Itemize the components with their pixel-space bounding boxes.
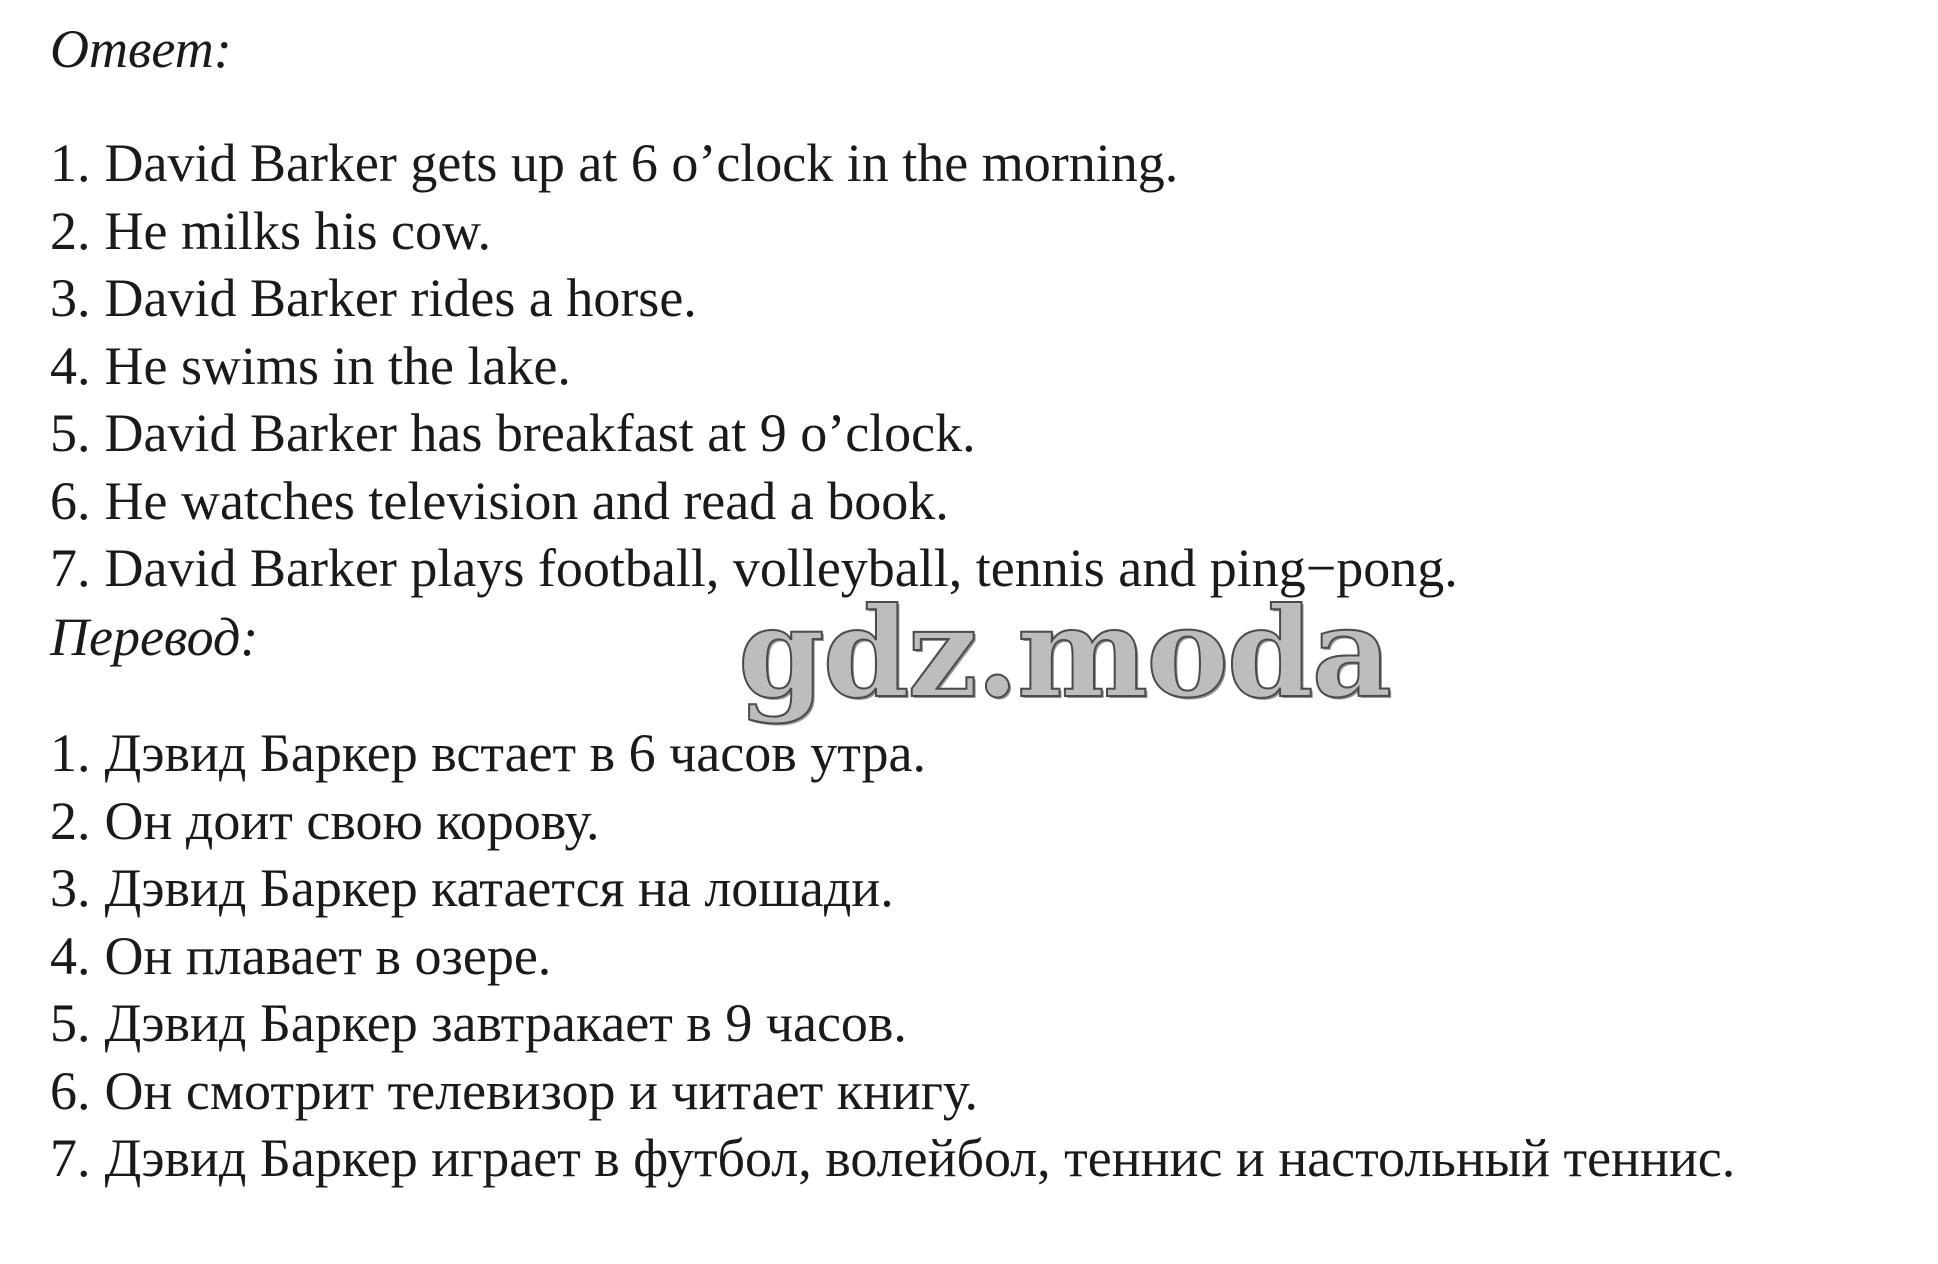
answer-item (50, 265, 1458, 333)
item-text: David Barker rides a horse. (104, 268, 697, 328)
item-number: 5. (50, 993, 91, 1053)
item-text: Дэвид Баркер играет в футбол, волейбол, теннис и настольный теннис. (104, 1128, 1736, 1188)
translation-list (50, 720, 1735, 1193)
translation-heading: Перевод: (50, 607, 259, 667)
item-text: Он доит свою корову. (104, 790, 600, 851)
translation-item (50, 720, 1735, 788)
item-text: David Barker plays football, volleyball, tennis and ping−pong. (104, 538, 1458, 598)
translation-item (50, 1058, 1735, 1126)
item-number: 7. (50, 538, 91, 598)
item-number: 6. (50, 470, 91, 531)
item-text: He swims in the lake. (104, 335, 571, 396)
watermark-logo: gdz.moda (738, 581, 1390, 726)
translation-item (50, 855, 1735, 923)
item-text: He milks his cow. (104, 200, 491, 261)
item-number: 4. (50, 925, 91, 986)
item-number: 3. (50, 268, 91, 328)
item-number: 2. (50, 790, 91, 851)
translation-item (50, 788, 1735, 856)
translation-item (50, 923, 1735, 991)
answer-item (50, 468, 1458, 536)
item-number: 4. (50, 335, 91, 396)
item-text: Дэвид Баркер катается на лошади. (104, 858, 894, 918)
answer-item (50, 333, 1458, 401)
translation-item (50, 990, 1735, 1058)
answer-item (50, 400, 1458, 468)
item-number: 2. (50, 200, 91, 261)
item-text: David Barker gets up at 6 o’clock in the morning. (104, 133, 1179, 193)
answer-list (50, 130, 1458, 603)
item-text: Он плавает в озере. (104, 925, 552, 986)
item-number: 1. (50, 133, 91, 193)
item-text: He watches television and read a book. (104, 470, 949, 531)
translation-item (50, 1125, 1735, 1193)
item-number: 5. (50, 403, 91, 463)
answer-item (50, 198, 1458, 266)
item-number: 6. (50, 1060, 91, 1121)
item-number: 7. (50, 1128, 91, 1188)
item-text: David Barker has breakfast at 9 o’clock. (104, 403, 976, 463)
answer-heading: Ответ: (50, 19, 232, 79)
item-text: Он смотрит телевизор и читает книгу. (104, 1060, 978, 1121)
answer-item (50, 130, 1458, 198)
item-number: 3. (50, 858, 91, 918)
item-number: 1. (50, 723, 91, 783)
item-text: Дэвид Баркер встает в 6 часов утра. (104, 723, 926, 783)
item-text: Дэвид Баркер завтракает в 9 часов. (104, 993, 907, 1053)
